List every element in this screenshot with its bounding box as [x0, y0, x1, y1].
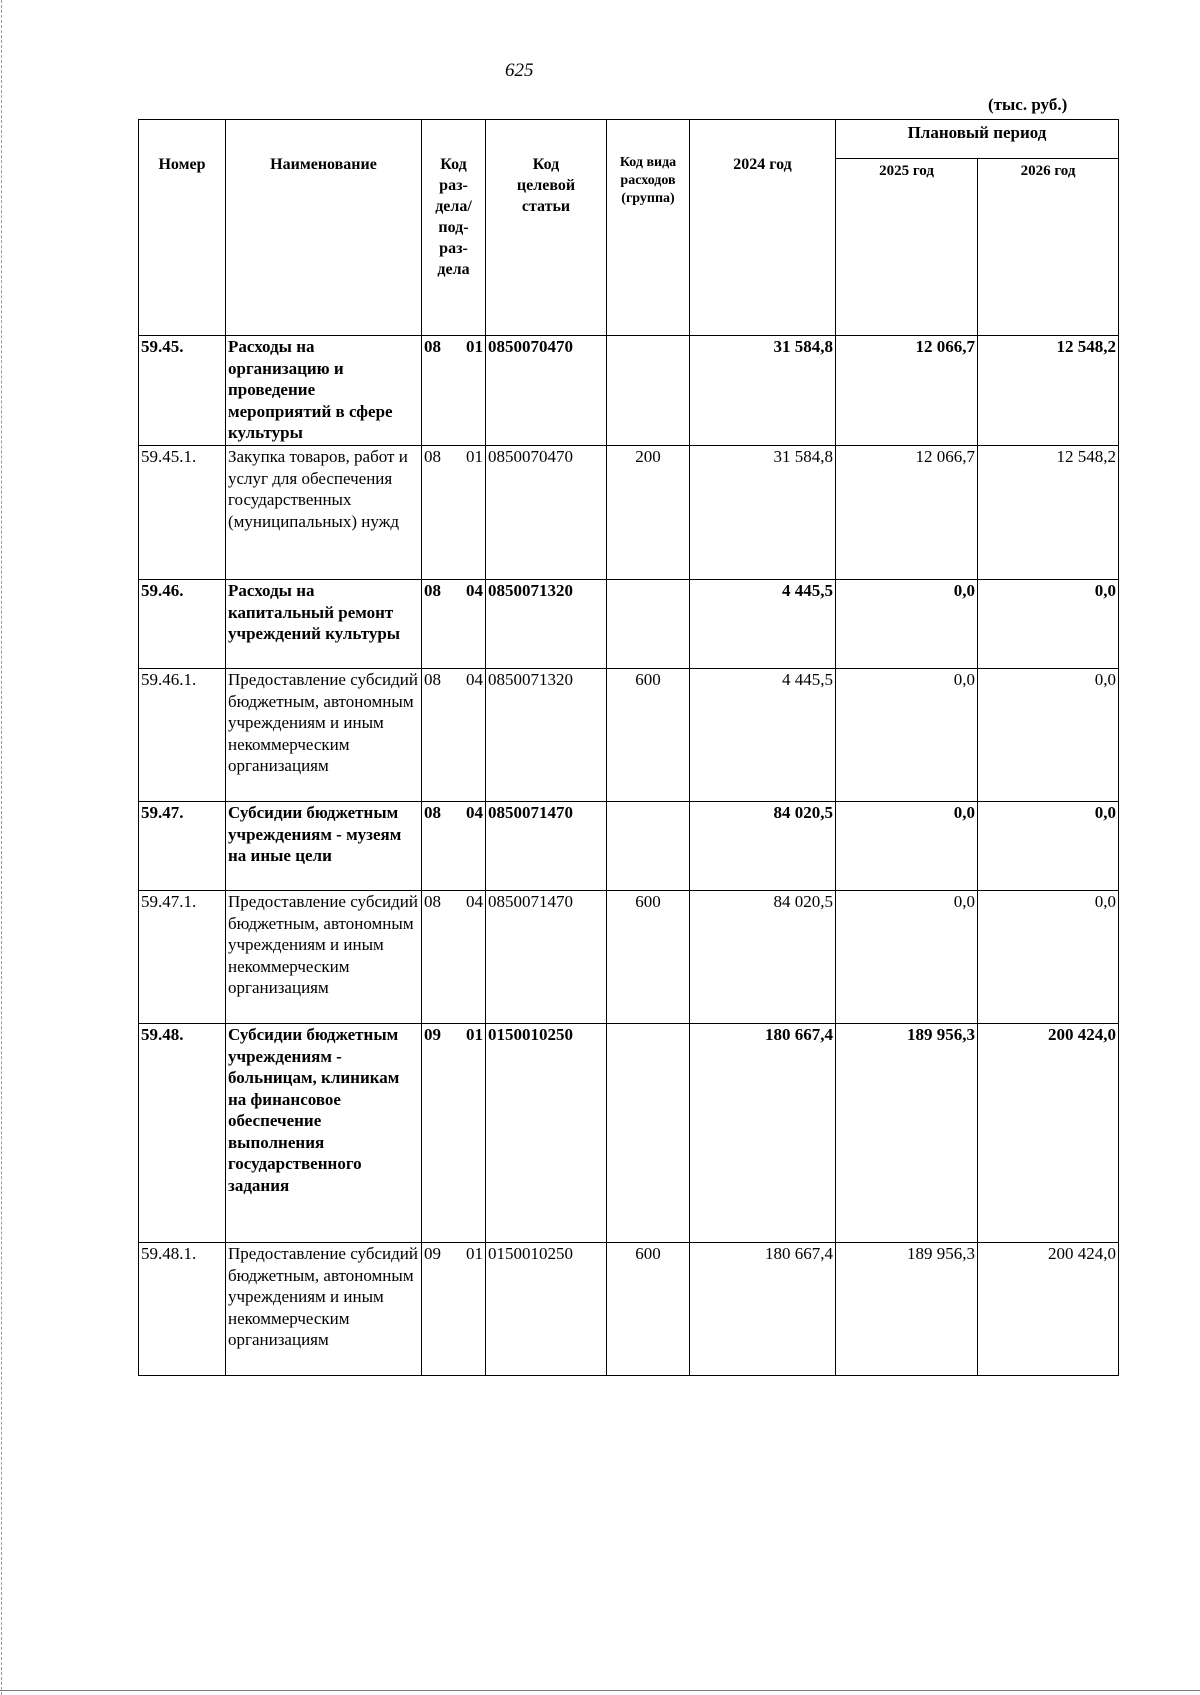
row-podrazdel: 01: [466, 337, 483, 356]
row-podrazdel: 04: [466, 581, 483, 600]
row-name: Предоставление субсидий бюджетным, автономным учреждениям и иным некоммерческим организациям: [226, 891, 422, 1024]
row-value-2024: 180 667,4: [690, 1024, 836, 1243]
row-section-code: [422, 580, 486, 669]
row-target-code: 0850071320: [486, 669, 607, 802]
row-value-2024: 31 584,8: [690, 336, 836, 446]
row-target-code: 0850071320: [486, 580, 607, 669]
header-expense-type-code: Код вида расходов (группа): [607, 120, 690, 336]
row-podrazdel: 04: [466, 892, 483, 911]
row-value-2026: 200 424,0: [978, 1243, 1119, 1376]
row-expense-type: [607, 580, 690, 669]
row-value-2026: 12 548,2: [978, 336, 1119, 446]
row-expense-type: [607, 336, 690, 446]
row-section-code: [422, 336, 486, 446]
row-expense-type: 600: [607, 1243, 690, 1376]
row-number: 59.48.1.: [139, 1243, 226, 1376]
table-row: [139, 580, 1119, 669]
table-row: [139, 1243, 1119, 1376]
table-row: [139, 802, 1119, 891]
row-value-2025: 0,0: [836, 580, 978, 669]
row-value-2024: 84 020,5: [690, 891, 836, 1024]
row-expense-type: [607, 802, 690, 891]
row-value-2025: 0,0: [836, 891, 978, 1024]
row-podrazdel: 04: [466, 803, 483, 822]
row-name: Расходы на капитальный ремонт учреждений культуры: [226, 580, 422, 669]
row-target-code: 0850070470: [486, 446, 607, 580]
row-section-code: [422, 446, 486, 580]
table-row: [139, 669, 1119, 802]
units-label: (тыс. руб.): [988, 95, 1068, 114]
row-razdel: 08: [424, 803, 441, 822]
header-row: [139, 120, 1119, 159]
row-value-2024: 4 445,5: [690, 669, 836, 802]
header-year-2026: 2026 год: [978, 159, 1119, 336]
row-expense-type: 200: [607, 446, 690, 580]
row-name: Субсидии бюджетным учреждениям - больницам, клиникам на финансовое обеспечение выполнения государственного задания: [226, 1024, 422, 1243]
row-target-code: 0850071470: [486, 802, 607, 891]
row-section-code: [422, 1024, 486, 1243]
row-razdel: 09: [424, 1025, 441, 1044]
row-value-2025: 0,0: [836, 802, 978, 891]
row-value-2025: 189 956,3: [836, 1024, 978, 1243]
row-number: 59.47.: [139, 802, 226, 891]
row-podrazdel: 01: [466, 447, 483, 466]
header-name: Наименование: [226, 120, 422, 336]
row-target-code: 0150010250: [486, 1243, 607, 1376]
row-value-2024: 4 445,5: [690, 580, 836, 669]
row-name: Закупка товаров, работ и услуг для обеспечения государственных (муниципальных) нужд: [226, 446, 422, 580]
row-target-code: 0850070470: [486, 336, 607, 446]
row-value-2026: 0,0: [978, 580, 1119, 669]
table-row: [139, 891, 1119, 1024]
row-razdel: 08: [424, 581, 441, 600]
row-razdel: 09: [424, 1244, 441, 1263]
row-razdel: 08: [424, 447, 441, 466]
budget-table: [138, 119, 1119, 1376]
row-value-2025: 189 956,3: [836, 1243, 978, 1376]
row-number: 59.48.: [139, 1024, 226, 1243]
row-number: 59.45.: [139, 336, 226, 446]
row-value-2026: 0,0: [978, 802, 1119, 891]
row-razdel: 08: [424, 670, 441, 689]
row-name: Предоставление субсидий бюджетным, автономным учреждениям и иным некоммерческим организациям: [226, 1243, 422, 1376]
row-value-2024: 180 667,4: [690, 1243, 836, 1376]
row-target-code: 0850071470: [486, 891, 607, 1024]
header-year-2025: 2025 год: [836, 159, 978, 336]
row-podrazdel: 01: [466, 1244, 483, 1263]
table-body: [139, 336, 1119, 1376]
row-value-2026: 12 548,2: [978, 446, 1119, 580]
row-section-code: [422, 891, 486, 1024]
row-razdel: 08: [424, 337, 441, 356]
row-section-code: [422, 669, 486, 802]
header-year-2024: 2024 год: [690, 120, 836, 336]
table-row: [139, 1024, 1119, 1243]
row-value-2025: 12 066,7: [836, 446, 978, 580]
row-name: Субсидии бюджетным учреждениям - музеям на иные цели: [226, 802, 422, 891]
row-number: 59.46.1.: [139, 669, 226, 802]
row-section-code: [422, 802, 486, 891]
row-name: Предоставление субсидий бюджетным, автономным учреждениям и иным некоммерческим организациям: [226, 669, 422, 802]
row-section-code: [422, 1243, 486, 1376]
row-expense-type: 600: [607, 669, 690, 802]
header-section-code: Код раз- дела/ под- раз- дела: [422, 120, 486, 336]
page-edge-bottom: [0, 1690, 1200, 1691]
row-name: Расходы на организацию и проведение мероприятий в сфере культуры: [226, 336, 422, 446]
row-value-2026: 0,0: [978, 669, 1119, 802]
row-value-2025: 0,0: [836, 669, 978, 802]
table-row: [139, 446, 1119, 580]
row-target-code: 0150010250: [486, 1024, 607, 1243]
row-number: 59.45.1.: [139, 446, 226, 580]
row-podrazdel: 04: [466, 670, 483, 689]
row-podrazdel: 01: [466, 1025, 483, 1044]
page-edge-left: [1, 0, 2, 1695]
header-target-code: Код целевой статьи: [486, 120, 607, 336]
header-number: Номер: [139, 120, 226, 336]
row-value-2026: 0,0: [978, 891, 1119, 1024]
page-number: 625: [505, 60, 534, 81]
row-expense-type: [607, 1024, 690, 1243]
row-razdel: 08: [424, 892, 441, 911]
row-value-2026: 200 424,0: [978, 1024, 1119, 1243]
table-row: [139, 336, 1119, 446]
row-number: 59.46.: [139, 580, 226, 669]
row-value-2024: 84 020,5: [690, 802, 836, 891]
row-number: 59.47.1.: [139, 891, 226, 1024]
row-value-2025: 12 066,7: [836, 336, 978, 446]
header-planning-period: Плановый период: [836, 120, 1119, 159]
row-expense-type: 600: [607, 891, 690, 1024]
row-value-2024: 31 584,8: [690, 446, 836, 580]
